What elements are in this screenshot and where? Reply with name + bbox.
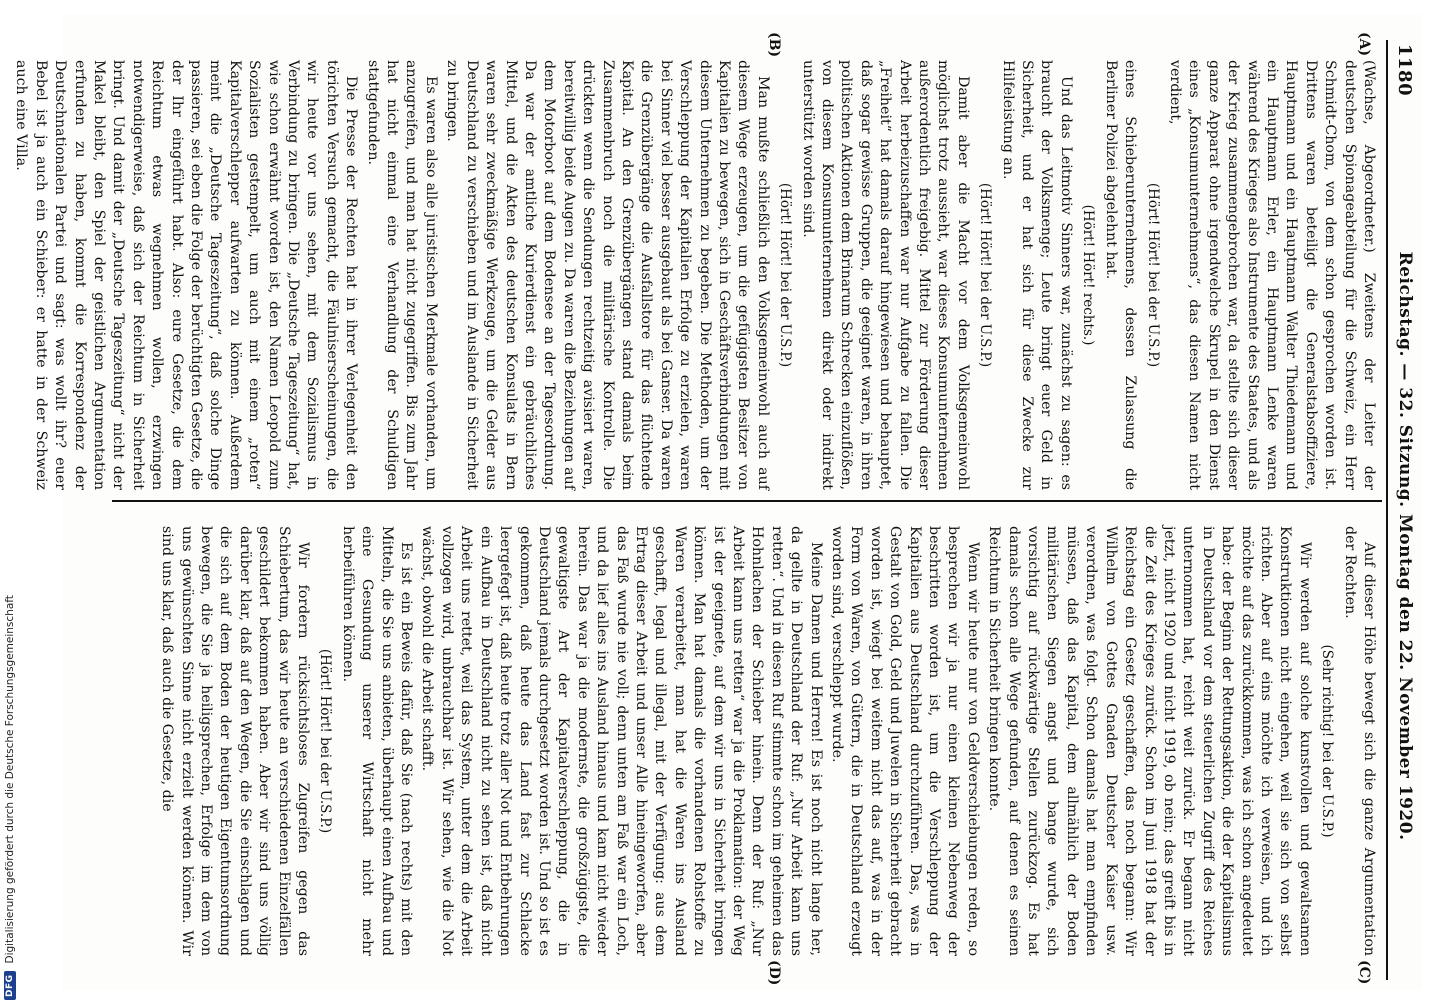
paragraph: (Wachse, Abgeordneter.) Zweitens der Leiter der deutschen Spionageabteilung für die Schweiz, ein Herr Schmidt-Chom, von dem schon gesprochen worden ist. Drittens waren beteiligt die Generalstabsoffiziere, Hauptmann und ein Hauptmann Walter Thiedemann und ein Hauptmann Erler, ein Hauptmann Lenke waren während des Krieges also Instrumente des Staates, und als der Krieg zusammengebrochen war, da stellte sich dieser ganze Apparat ohne irgendwelche Skrupel in den Dienst eines „Konsumunternehmens“, das diesen Namen nicht verdient,	[1166, 60, 1377, 490]
interjection: (Hört! Hört! rechts.)	[1080, 204, 1097, 346]
page-title: Reichstag. — 32. Sitzung. Montag den 22. November 1920.	[1395, 251, 1415, 841]
column-divider	[112, 500, 1382, 502]
page-header	[1392, 44, 1418, 974]
dfg-logo: DFG	[4, 971, 16, 1000]
interjection: (Hört! Hört! bei der U.S.P.)	[777, 182, 794, 368]
paragraph: Es ist ein Beweis dafür, daß Sie (nach rechts) mit den Mitteln, die Sie uns anbieten, überhaupt einen Aufbau und eine Gesundung unserer Wirtschaft nicht mehr herbeiführen können.	[339, 526, 415, 956]
rotated-document-page	[13, 14, 1422, 990]
paragraph: Es waren also alle juristischen Merkmale vorhanden, um anzugreifen, und man hat nicht zugegriffen. Bis zum Jahr hat nicht einmal eine Verhandlung der Schuldigen stattgefunden.	[364, 60, 439, 490]
interjection: (Hört! Hört! bei der U.S.P.)	[977, 182, 994, 368]
paragraph: Wenn wir heute nur von Geldverschiebungen reden, so besprechen wir ja nur einen kleinen Nebenweg der beschritten worden ist, um die Verschleppung der Kapitalien aus Deutschland durchzuführen. Das, was in Gestalt von Gold, Geld und Juwelen in Sicherheit gebracht worden ist, wiegt bei weitem nicht das auf, was in der Form von Waren, von Gütern, die in Deutschland erzeugt worden sind, verschleppt wurde.	[829, 526, 981, 956]
right-text-column	[108, 526, 1378, 956]
paragraph: eines Schieberunternehmens, dessen Zulassung die Berliner Polizei abgelehnt hat.	[1102, 60, 1139, 490]
margin-marker-b: (B)	[766, 32, 782, 58]
interjection: (Hört! Hört! bei der U.S.P.)	[317, 648, 334, 834]
margin-marker-d: (D)	[766, 960, 782, 986]
margin-marker-c: (C)	[1356, 960, 1372, 985]
side-caption	[2, 10, 18, 1000]
paragraph: Damit aber die Macht vor dem Volksgemeinwohl möglichst trotz aussieht, war dieses Konsumunternehmen außerordentlich freigebig. Mittel zur Förderung dieser Arbeit herbeizuschaffen war nur Aufgabe zu fallen. Die „Freiheit“ hat damals darauf hingewiesen und behauptet, daß sogar gewisse Gruppen, die geeignet waren, in ihren politischen Aktionen dem Brinarum Schrecken einzuflößen, von diesem Konsumunternehmen direkt oder indirekt unterstützt worden sind.	[799, 60, 971, 490]
margin-marker-a: (A)	[1356, 32, 1372, 57]
paragraph: Und das Leitmotiv Sinners war, zunächst zu sagen: es braucht der Volksmenge; Leute bringt euer Geld in Sicherheit, und er hat sich für diese Zwecke zur Hilfeleistung an.	[999, 60, 1074, 490]
header-rule	[1386, 40, 1388, 980]
paragraph: Wir fordern rücksichtsloses Zugreifen gegen das Schiebertum, das wir heute an verschiedenen Einzelfällen geschildert bekommen haben. Aber wir sind uns völlig darüber klar, daß auf den Wegen, die Sie einschlagen und die sich auf dem Boden der heutigen Eigentumsordnung bewegen, die Sie ja heiligsprechen, Erfolge im dem von uns gewünschten Sinne nicht erzielt werden können. Wir sind uns klar, daß auch die Gesetze, die	[159, 526, 312, 956]
paragraph: Die Presse der Rechten hat in ihrer Verlegenheit den törichten Versuch gemacht, die Fäulniserscheinungen, die wir heute vor uns sehen, mit dem Sozialismus in Verbindung zu bringen. Die „Deutsche Tageszeitung“ hat, wie schon erwähnt worden ist, den Namen Leopold zum Sozialisten gestempelt, um auch mit einem „roten“ Kapitalverschlepper aufwarten zu können. Außerdem meint die „Deutsche Tageszeitung“, daß solche Dinge passieren, sei eben die Folge der berüchtigten Gesetze, die der Ihr eingeführt habt. Also: eure Gesetze, die dem Reichtum etwas wegnehmen wollen, erzwingen notwendigerweise, daß sich der Reichtum in Sicherheit bringt. Und damit der „Deutsche Tageszeitung“ nicht der Makel bleibt, den Spiel der geistlichen Argumentation erfunden zu haben, kommt die Korrespondenz der Deutschnationalen Partei und sagt: was wollt ihr? euer Bebel ist ja auch ein Schieber: er hatte in der Schweiz auch eine Villa.	[13, 60, 360, 490]
interjection: (Hört! Hört! bei der U.S.P.)	[1144, 182, 1161, 368]
paragraph: Man mußte schließlich den Volksgemeinwohl auch auf diesem Wege erzeugen, um die gefügigsten Besitzer von Kapitalien zu bewegen, sich in Geschäftsverbindungen mit diesem Unternehmen zu begeben. Die Methoden, um der Verschleppung der Kapitalien Erfolge zu erzielen, waren bei Sinner viel besser ausgebaut als bei Ganser. Da waren die Grenzübergänge die Ausfallstore für das flüchtende Kapital. An den Grenzübergängen stand damals beim Zusammenbruch noch die militärische Kontrolle. Die drückten wenn die Sendungen rechtzeitig avisiert waren, bereitwillig beide Augen zu. Da waren die Beziehungen auf dem Motorboot auf dem Bodensee an der Tagesordnung. Da war der amtliche Kurierdienst ein gebräuchliches Mittel, und die Akten des deutschen Konsulats in Bern waren sehr zweckmäßige Werkzeuge, um die Gelder aus Deutschland zu verschieben und im Auslande in Sicherheit zu bringen.	[444, 60, 771, 490]
paragraph: Wir werden auf solche kunstvollen und gewaltsamen Konstruktionen nicht eingehen, weil sie sich von selbst richten. Aber auf eins möchte ich verweisen, und ich möchte auf das zurückkommen, was ich schon angedeutet habe: der Beginn der Rettungsaktion, die der Kapitalismus in Deutschland vor dem steuerlichen Zugriff des Reiches unternommen hat, reicht weit zurück. Er begann nicht jetzt, nicht 1920 und nicht 1919, ob nein; das greift bis in die Zeit des Krieges zurück. Schon im Juni 1918 hat der Reichstag ein Gesetz geschaffen, das noch begann: Wir Wilhelm von Gottes Gnaden Deutscher Kaiser usw. verordnen, was folgt. Schon damals hat man empfinden müssen, daß das Kapital, dem allmählich der Boden militärischen Siegen angst und bange wurde, sich vorsichtig auf rückwärtige Stellen zurückzog. Es hat damals schon alle Wege gefunden, auf denen es seinen Reichtum in Sicherheit bringen konnte.	[986, 526, 1313, 956]
page-number: 1180	[1394, 44, 1416, 97]
paragraph: Auf dieser Höhe bewegt sich die ganze Argumentation der Rechten.	[1341, 526, 1377, 956]
left-text-column	[13, 60, 1378, 490]
funding-note: Digitalisierung gefördert durch die Deutsche Forschungsgemeinschaft	[4, 595, 16, 964]
paragraph: Meine Damen und Herren! Es ist noch nicht lange her, da gellte in Deutschland der Ruf: „Nur Arbeit kann uns retten“. Und in diesen Ruf stimmte schon im geheimen das Hohnlachen der Schieber hinein. Denn der Ruf: „Nur Arbeit kann uns retten“ war ja die Proklamation: der Weg ist der geeignete, auf dem wir uns in Sicherheit bringen können. Man hat damals die vorhandenen Rohstoffe zu Waren verarbeitet, man hat die Waren ins Ausland geschafft, legal und illegal, mit der Verfügung: aus dem Ertrag dieser Arbeit und unser Alle hineingeworfen, aber das Faß wurde nie voll; denn unten am Faß war ein Loch, und da lief alles ins Ausland hinaus und kam nicht wieder herein. Das war ja die modernste, die großzügigste, die gewaltigste Art der Kapitalverschleppung, die in Deutschland jemals durchgesetzt worden ist. Und so ist es gekommen, daß heute das Land fast zur Schlacke leergefegt ist, daß heute trotz aller Not und Entbehrungen ein Aufbau in Deutschland nicht zu sehen ist, daß nicht Arbeit uns rettet, weil das System, unter dem die Arbeit vollzogen wird, unbrauchbar ist. Wir sehen, wie die Not wächst, obwohl die Arbeit schafft.	[419, 526, 824, 956]
interjection: (Sehr richtig! bei der U.S.P.)	[1319, 644, 1336, 838]
